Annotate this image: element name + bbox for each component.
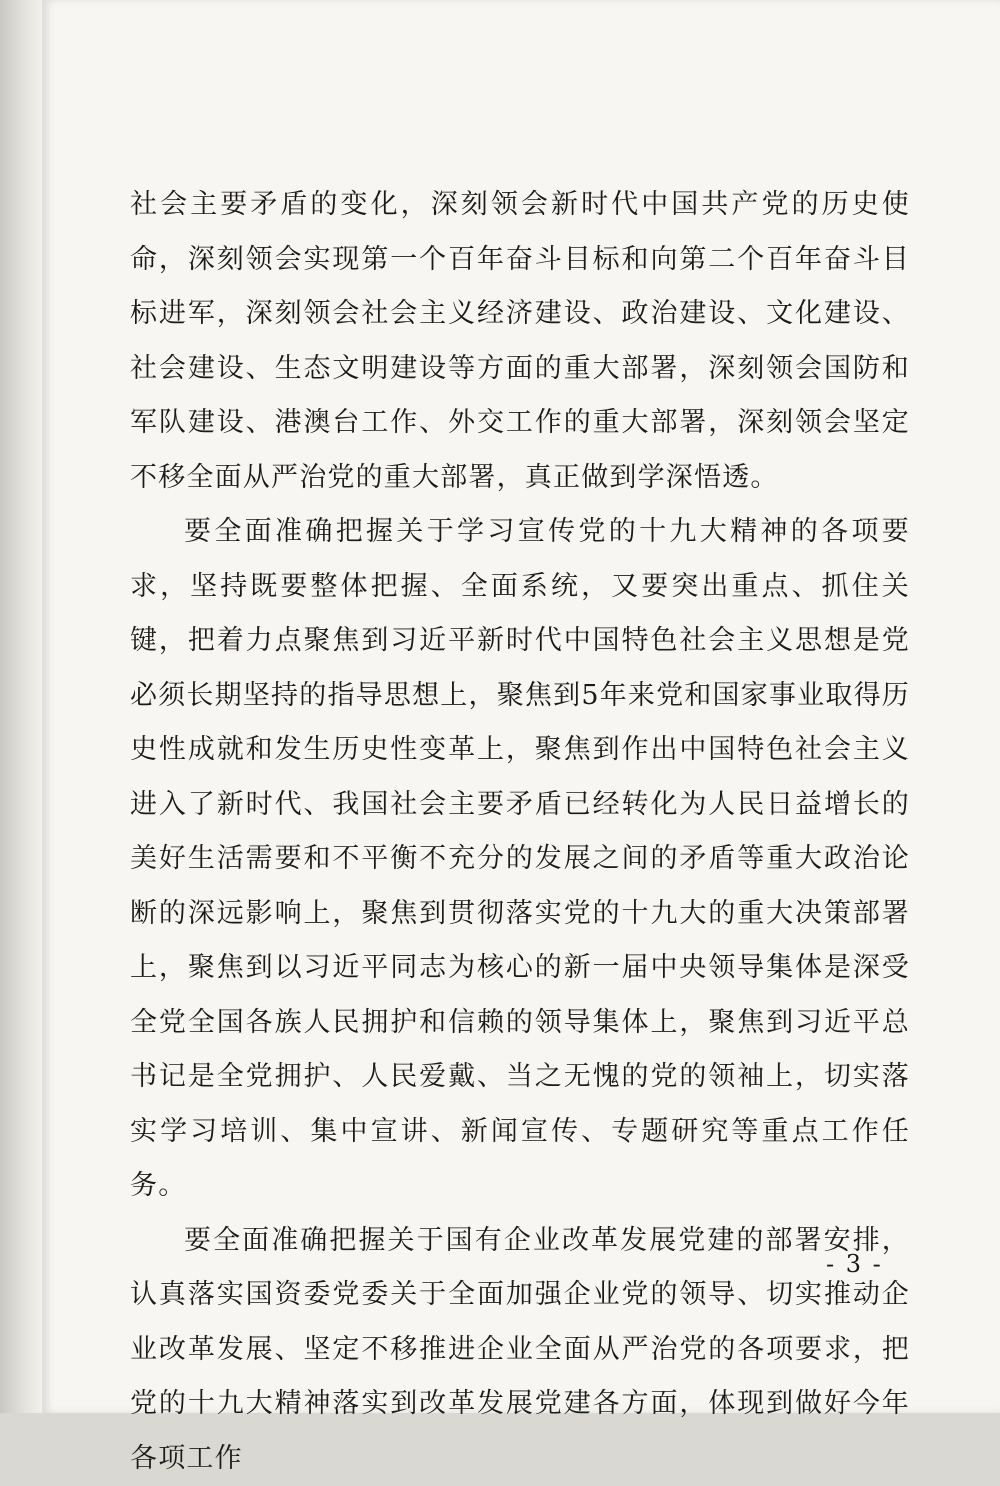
paragraph-study-requirements: 要全面准确把握关于学习宣传党的十九大精神的各项要求，坚持既要整体把握、全面系统，又要突出重点、抓住关键，把着力点聚焦到习近平新时代中国特色社会主义思想是党必须长期坚持的指导思想上，聚焦到5年来党和国家事业取得历史性成就和发生历史性变革上，聚焦到作出中国特色社会主义进入了新时代、我国社会主要矛盾已经转化为人民日益增长的美好生活需要和不平衡不充分的发展之间的矛盾等重大政治论断的深远影响上，聚焦到贯彻落实党的十九大的重大决策部署上，聚焦到以习近平同志为核心的新一届中央领导集体是深受全党全国各族人民拥护和信赖的领导集体上，聚焦到习近平总书记是全党拥护、人民爱戴、当之无愧的党的领袖上，切实落实学习培训、集中宣讲、新闻宣传、专题研究等重点工作任务。	[130, 505, 910, 1214]
scan-left-edge	[0, 0, 42, 1413]
page-number: - 3 -	[826, 1250, 883, 1278]
paragraph-continuation: 社会主要矛盾的变化，深刻领会新时代中国共产党的历史使命，深刻领会实现第一个百年奋斗目标和向第二个百年奋斗目标进军，深刻领会社会主义经济建设、政治建设、文化建设、社会建设、生态文明建设等方面的重大部署，深刻领会国防和军队建设、港澳台工作、外交工作的重大部署，深刻领会坚定不移全面从严治党的重大部署，真正做到学深悟透。	[130, 178, 910, 505]
paragraph-soe-reform: 要全面准确把握关于国有企业改革发展党建的部署安排，认真落实国资委党委关于全面加强企业党的领导、切实推动企业改革发展、坚定不移推进企业全面从严治党的各项要求，把党的十九大精神落实到改革发展党建各方面，体现到做好今年各项工作	[130, 1214, 910, 1486]
document-body	[130, 178, 910, 1486]
